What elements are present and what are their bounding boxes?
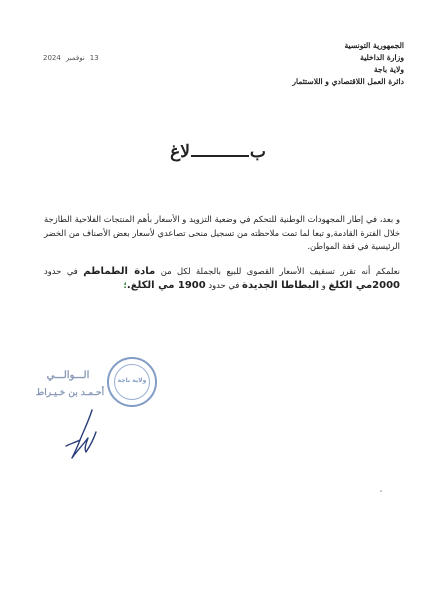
official-stamp — [107, 357, 157, 407]
in-limit-text-1: في حدود — [44, 266, 84, 276]
body-paragraph-1: و بعد، في إطار المجهودات الوطنية للتحكم في وضعية التزويد و الأسعار بأهم المنتجات الفلاحية الطازجة خلال الفترة القادمة,و تبعا لما تمت ملاحظته من تسجيل منحى تصاعدي لأسعار بعض الأصناف من الخضر الرئيسية في قفة المواطن. — [44, 214, 400, 251]
punctuation-mark: ؛ — [123, 279, 127, 290]
title-text — [170, 142, 266, 162]
date-day: 13 — [89, 54, 99, 62]
document-title — [0, 142, 436, 162]
date-year: 2024 — [43, 54, 61, 62]
paragraph-2-intro: نعلمكم أنه تقرر تسقيف الأسعار القصوى للبيع بالجملة لكل من — [160, 266, 401, 276]
letterhead-line-department: دائرة العمل اللاقتصادي و اللاستثمار — [292, 77, 404, 86]
item-new-potatoes: البطاطا الجديدة — [242, 279, 320, 291]
price-potatoes: 1900 مي الكلغ. — [126, 279, 206, 291]
letterhead-line-ministry: وزارة الداخلية — [360, 53, 404, 62]
stamp-text: ولاية باجة — [117, 377, 147, 384]
title-first-letter: ب — [249, 142, 266, 162]
in-limit-text-2: في حدود — [205, 279, 243, 290]
document-date — [38, 54, 99, 62]
body-paragraph-2 — [44, 265, 400, 292]
and-text: و — [319, 279, 329, 290]
handwritten-signature — [62, 408, 108, 460]
letterhead — [224, 40, 404, 88]
item-tomatoes: مادة الطماطم — [83, 266, 156, 277]
page-mark — [380, 490, 382, 492]
date-month: نوفمبر — [65, 54, 85, 62]
signatory-name: أحـمـد بن خـيـراط — [35, 388, 105, 398]
letterhead-line-republic: الجمهورية التونسية — [344, 41, 404, 50]
letterhead-line-governorate: ولاية باجة — [373, 65, 404, 74]
title-kashida-line — [191, 155, 249, 157]
signatory-title: الـــوالـــي — [46, 370, 90, 381]
price-tomatoes: 2000مي الكلغ — [328, 279, 400, 291]
title-rest-letters: لاغ — [170, 142, 190, 162]
